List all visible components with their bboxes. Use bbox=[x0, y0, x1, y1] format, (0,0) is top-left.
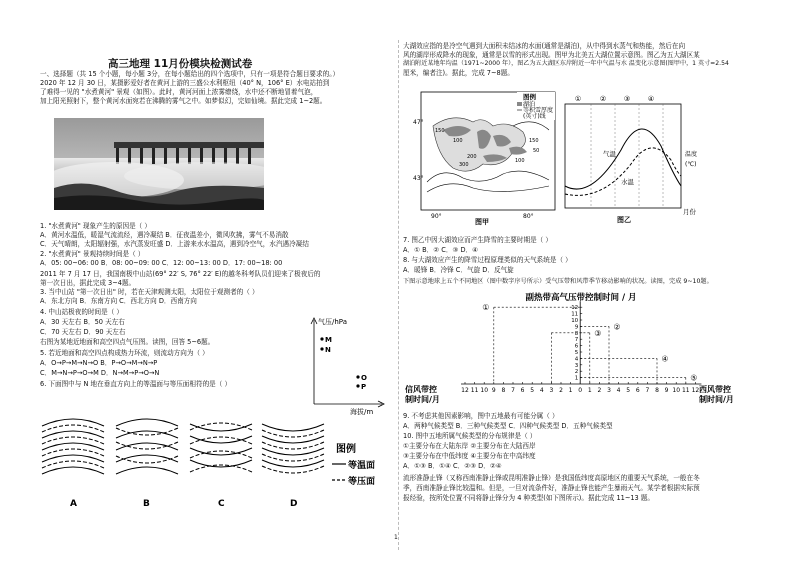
question-10: 10. 图中五地所属气候类型的分布规律是（ ） bbox=[403, 432, 537, 440]
water-temp-label: 水温 bbox=[621, 178, 634, 186]
y-tick-label: 4 bbox=[574, 356, 579, 363]
question-7: 7. 图乙中因大湖效应而产生降雪的主要时期是（ ） bbox=[403, 236, 552, 244]
x-tick-label: 0 bbox=[578, 387, 583, 394]
question-11-intro: 流形准静止锋（又称西南准静止锋或昆明准静止锋）是我国低纬度高原地区的重要天气系统，一般在冬 bbox=[403, 474, 700, 482]
air-temp-label: 气温 bbox=[603, 150, 616, 158]
belt-point-label: ⑤ bbox=[690, 373, 698, 383]
y-tick-label: 9 bbox=[574, 324, 579, 331]
month-axis-label: 月份 bbox=[683, 208, 696, 216]
question-5-option: A．O→P→M→N→O B．P→O→M→N→P bbox=[40, 359, 158, 367]
question-9: 9. 不考虑其他因素影响，图中五地最有可能分属（ ） bbox=[403, 412, 559, 420]
x-tick-label: 9 bbox=[664, 387, 669, 394]
question-11-intro: 报经验，按所处位置不同将静止锋分为 4 种类型(如下图所示)。据此完成 11~13 题。 bbox=[403, 494, 655, 502]
x-tick-label: 8 bbox=[655, 387, 659, 394]
isoline-value: 150 bbox=[529, 138, 539, 144]
y-tick-label: 3 bbox=[574, 362, 579, 369]
y-tick-label: 11 bbox=[571, 311, 579, 318]
x-tick-label: 6 bbox=[520, 387, 525, 394]
y-tick-label: 10 bbox=[571, 318, 579, 324]
isoline-value: 300 bbox=[459, 162, 469, 168]
question-5: 5. 若近地面和高空四点构成热力环流，则流动方向为（ ） bbox=[40, 349, 209, 357]
question-10-option: ③主要分布在中低纬度 ④主要分布在中高纬度 bbox=[403, 452, 536, 460]
x-tick-label: 1 bbox=[568, 387, 573, 394]
x-tick-label: 9 bbox=[491, 387, 496, 394]
chart-caption: 图乙 bbox=[617, 216, 631, 224]
belt-point-label: ④ bbox=[661, 354, 669, 364]
question-4-option: A．30 天左右 B．50 天左右 bbox=[40, 318, 125, 326]
point-p-marker bbox=[356, 384, 359, 387]
question-2: 2. "水煮黄河" 景观持续时间是（ ） bbox=[40, 250, 145, 258]
belt-point-label: ③ bbox=[594, 328, 602, 338]
option-d-label: D bbox=[290, 499, 298, 509]
page-title: 高三地理 11月份模块检测试卷 bbox=[108, 58, 253, 70]
westerly-label: 西风带控 bbox=[699, 385, 731, 394]
x-tick-label: 7 bbox=[645, 387, 650, 394]
westerly-label: 制时间/月 bbox=[699, 395, 734, 404]
map-caption: 图甲 bbox=[475, 218, 489, 226]
temperature-chart bbox=[561, 90, 711, 226]
intro-line: 2020 年 12 月 30 日，某摄影爱好者在黄河上游的三盛公水利枢纽（40° N，106° E）水电站拍到 bbox=[40, 79, 330, 87]
intro-line: 了难得一见的 "水煮黄河" 景观（如图）。此时，黄河河面上浓雾缭绕，水中还不断地冒着气泡， bbox=[40, 88, 318, 96]
period-label: ③ bbox=[623, 95, 631, 103]
map-legend-lake: 湖泊 bbox=[523, 101, 536, 108]
question-1-option: C．天气晴朗，太阳辐射强，水汽蒸发旺盛 D．上游来水水温高，遇到冷空气，水汽遇冷凝结 bbox=[40, 240, 309, 248]
x-tick-label: 5 bbox=[626, 387, 631, 394]
yellow-river-photo bbox=[54, 118, 264, 210]
great-lakes-map bbox=[413, 86, 559, 226]
question-1-option: A．黄河水温低，暖湿气流流经，遇冷凝结 B．征夜温差小，微风吹拂，雾气不易消散 bbox=[40, 231, 289, 239]
lon-label: 90° bbox=[431, 213, 442, 220]
period-label: ② bbox=[599, 95, 607, 103]
question-9-intro: 下图示意地球上五个不同地区（图中数字序号所示）受气压带和风带季节移动影响的状况。读图，完成 9~10题。 bbox=[403, 278, 713, 285]
pressure-axis-label: 气压/hPa bbox=[318, 318, 347, 326]
period-label: ④ bbox=[647, 95, 655, 103]
question-9-option: A．两种气候类型 B．三种气候类型 C．四种气候类型 D．五种气候类型 bbox=[403, 422, 613, 430]
legend-isotherm: 等温面 bbox=[348, 461, 376, 471]
trade-wind-label: 制时间/月 bbox=[405, 395, 440, 404]
period-label: ① bbox=[574, 95, 582, 103]
column-separator bbox=[398, 40, 399, 550]
y-tick-label: 7 bbox=[574, 337, 579, 344]
legend-title: 图例 bbox=[336, 444, 356, 455]
isoline-legend bbox=[330, 440, 392, 490]
question-7-option: A．① B．② C．③ D．④ bbox=[403, 246, 479, 254]
y-tick-label: 8 bbox=[574, 330, 579, 337]
x-tick-label: 1 bbox=[587, 387, 592, 394]
pressure-belt-chart bbox=[403, 288, 758, 410]
x-tick-label: 7 bbox=[511, 387, 515, 394]
map-legend-unit: (英寸)线 bbox=[523, 113, 546, 120]
point-p-label: P bbox=[361, 383, 367, 391]
lon-label: 80° bbox=[523, 213, 534, 220]
lake-effect-intro: 大湖效应指的是冷空气遇到大面积未结冰的水面(通常是湖泊)，从中得到水蒸气和热能，然后在向 bbox=[403, 42, 686, 50]
y-tick-label: 1 bbox=[574, 375, 579, 382]
y-tick-label: 5 bbox=[574, 350, 579, 356]
point-n-label: N bbox=[325, 346, 331, 354]
isoline-value: 200 bbox=[467, 154, 477, 160]
option-a-label: A bbox=[70, 499, 77, 509]
pressure-altitude-chart bbox=[306, 312, 392, 416]
point-m-label: M bbox=[325, 336, 332, 344]
question-10-option: A．①③ B．①④ C．②③ D．②④ bbox=[403, 462, 502, 470]
point-o-marker bbox=[356, 375, 359, 378]
isoline-value: 100 bbox=[515, 158, 525, 164]
lake-effect-intro: 厘米，编者注)。据此，完成 7~8题。 bbox=[403, 69, 514, 77]
question-11-intro: 季，西南准静止锋比较温和。但是，一旦对流条件好，准静止锋也能产生暴雨天气。某学者根据实际预 bbox=[403, 484, 700, 492]
x-tick-label: 8 bbox=[501, 387, 506, 394]
x-tick-label: 12 bbox=[691, 387, 700, 394]
x-tick-label: 11 bbox=[681, 387, 690, 394]
belt-chart-title: 副热带高气压带控制时间 / 月 bbox=[525, 293, 637, 303]
question-4-option: C．70 天左右 D．90 天左右 bbox=[40, 328, 126, 336]
x-tick-label: 3 bbox=[607, 387, 611, 394]
intro-line: 一、选择题（共 15 个小题，每小题 3分，在每小题给出的四个选项中，只有一项是符合题目要求的。） bbox=[40, 70, 340, 78]
map-legend-title: 图例 bbox=[523, 93, 536, 101]
y-tick-label: 12 bbox=[571, 305, 579, 312]
lake-effect-intro: 湖泊附近某地年均温（1971~2000 年），图乙为五大湖区东岸附近一年中气温与水 温变化示意图(图甲中，1 英寸=2.54 bbox=[403, 60, 729, 67]
x-tick-label: 4 bbox=[616, 387, 621, 394]
belt-point-label: ① bbox=[482, 303, 490, 313]
y-tick-label: 2 bbox=[574, 369, 579, 376]
question-4: 4. 中山站极夜的时间是（ ） bbox=[40, 308, 124, 316]
x-tick-label: 4 bbox=[539, 387, 544, 394]
altitude-axis-label: 海拔/m bbox=[350, 408, 374, 416]
question-5-6-intro: 右图为某地近地面和高空四点气压图。读图，回答 5~6题。 bbox=[40, 338, 215, 346]
option-b-label: B bbox=[143, 499, 150, 509]
isoline-value: 50 bbox=[533, 148, 540, 154]
lake-swatch bbox=[517, 102, 522, 106]
question-3-intro: 第一次日出，据此完成 3~4题。 bbox=[40, 279, 136, 287]
question-3: 3. 当中山站 "第一次日出" 时，若在天津观测太阳，太阳位于观测者的（ ） bbox=[40, 288, 259, 296]
point-o-label: O bbox=[361, 374, 367, 382]
point-m-marker bbox=[320, 337, 323, 340]
isoline-options-figure bbox=[40, 414, 330, 512]
y-tick-label: 6 bbox=[574, 343, 579, 350]
question-6: 6. 下面图中与 N 地在垂直方向上的等温面与等压面相符的是（ ） bbox=[40, 380, 232, 388]
question-8: 8. 与大湖效应产生的降雪过程原理类似的天气系统是（ ） bbox=[403, 256, 572, 264]
map-legend-snow: 等积雪厚度 bbox=[523, 107, 554, 114]
lat-label: 47° bbox=[413, 119, 424, 126]
temp-axis-label: 温度 bbox=[685, 151, 698, 158]
question-5-option: C．M→N→P→O→M D．N→M→P→O→N bbox=[40, 369, 160, 377]
option-c-label: C bbox=[218, 499, 225, 509]
question-3-option: A．东北方向 B．东南方向 C．西北方向 D．西南方向 bbox=[40, 297, 197, 305]
x-tick-label: 11 bbox=[470, 387, 479, 394]
x-tick-label: 10 bbox=[672, 387, 681, 394]
point-n-marker bbox=[320, 347, 323, 350]
x-tick-label: 6 bbox=[635, 387, 640, 394]
legend-isobar: 等压面 bbox=[348, 477, 376, 487]
temp-axis-unit: (℃) bbox=[685, 161, 697, 168]
x-tick-label: 2 bbox=[597, 387, 602, 394]
x-tick-label: 10 bbox=[480, 387, 489, 394]
question-8-option: A．暖锋 B．冷锋 C．气旋 D．反气旋 bbox=[403, 266, 514, 274]
question-3-intro: 2011 年 7 月 17 日，我国南极中山站(69° 22′ S, 76° 22′ E)的越冬科考队员们迎来了极夜后的 bbox=[40, 270, 321, 278]
x-tick-label: 5 bbox=[530, 387, 535, 394]
intro-line: 加上阳光照射下，整个黄河水面宛若在沸腾的雾气之中。如梦似幻，完如仙境。据此完成 1~2题。 bbox=[40, 97, 327, 105]
isoline-value: 150 bbox=[435, 128, 445, 134]
question-1: 1. "水煮黄河" 现象产生的原因是（ ） bbox=[40, 222, 151, 230]
belt-point-label: ② bbox=[613, 322, 621, 332]
lake-effect-intro: 风的湖岸形成降水的现象，通常是以雪的形式出现。图甲为北美五大湖位置示意图。图乙为五大湖区某 bbox=[403, 51, 700, 59]
x-tick-label: 3 bbox=[549, 387, 554, 394]
trade-wind-label: 信风带控 bbox=[405, 385, 437, 394]
x-tick-label: 2 bbox=[559, 387, 563, 394]
question-10-option: ①主要分布在大陆东岸 ②主要分布在大陆西岸 bbox=[403, 442, 536, 450]
x-tick-label: 12 bbox=[461, 387, 469, 394]
isoline-value: 100 bbox=[453, 138, 463, 144]
question-2-option: A．05: 00~06: 00 B．08: 00~09: 00 C．12: 00~13: 00 D．17: 00~18: 00 bbox=[40, 259, 283, 267]
page-number: 1 bbox=[394, 534, 398, 541]
lat-label: 43° bbox=[413, 175, 424, 182]
